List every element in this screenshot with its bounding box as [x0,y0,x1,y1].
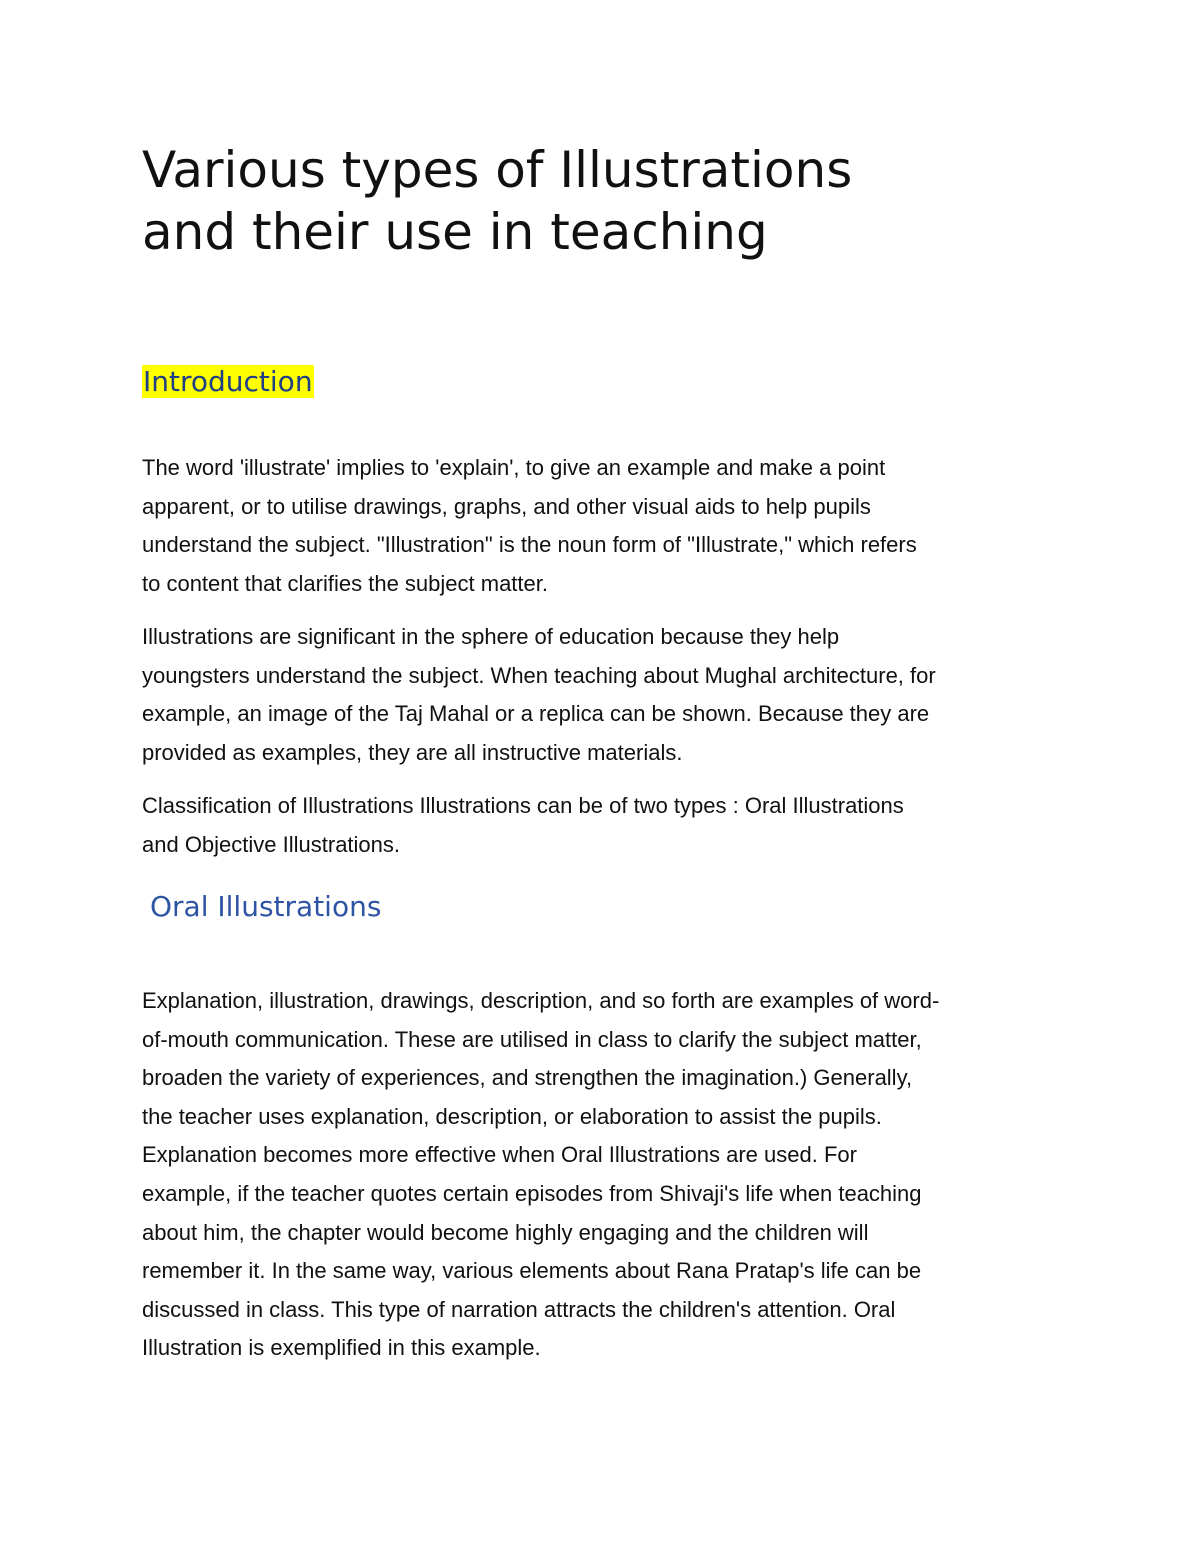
text-line: remember it. In the same way, various elements about Rana Pratap's life can be [142,1258,922,1284]
text-line: Illustration is exemplified in this example. [142,1335,541,1361]
classification-paragraph [142,787,1072,864]
text-line: Illustrations are significant in the sphere of education because they help [142,624,840,649]
introduction-heading-text: Introduction [143,365,313,398]
text-line: Explanation becomes more effective when Oral Illustrations are used. For [142,1142,857,1168]
title-line: Various types of Illustrations [142,141,853,199]
text-line: and Objective Illustrations. [142,831,401,857]
text-line: youngsters understand the subject. When teaching about Mughal architecture, for [142,662,936,688]
text-line: to content that clarifies the subject matter. [142,570,548,596]
text-line: discussed in class. This type of narration attracts the children's attention. Oral [142,1296,896,1322]
text-line: about him, the chapter would become highly engaging and the children will [142,1219,869,1245]
text-line: example, if the teacher quotes certain episodes from Shivaji's life when teaching [142,1180,922,1206]
document-title [142,139,1102,263]
text-line: understand the subject. "Illustration" is the noun form of "Illustrate," which refers [142,532,917,558]
text-line: Explanation, illustration, drawings, description, and so forth are examples of word- [142,988,940,1013]
text-line: example, an image of the Taj Mahal or a replica can be shown. Because they are [142,701,930,727]
text-line: broaden the variety of experiences, and strengthen the imagination.) Generally, [142,1065,913,1091]
oral-illustrations-paragraph [142,982,1072,1368]
title-line: and their use in teaching [142,203,768,261]
oral-illustrations-heading: Oral Illustrations [150,890,382,923]
text-line: the teacher uses explanation, description, or elaboration to assist the pupils. [142,1103,882,1129]
significance-paragraph [142,618,1072,772]
introduction-heading [142,361,314,403]
text-line: Classification of Illustrations Illustrations can be of two types : Oral Illustrations [142,793,904,818]
intro-paragraph [142,449,1072,603]
text-line: provided as examples, they are all instructive materials. [142,739,683,765]
text-line: of-mouth communication. These are utilised in class to clarify the subject matter, [142,1026,922,1052]
text-line: The word 'illustrate' implies to 'explain', to give an example and make a point [142,455,886,480]
text-line: apparent, or to utilise drawings, graphs, and other visual aids to help pupils [142,493,871,519]
